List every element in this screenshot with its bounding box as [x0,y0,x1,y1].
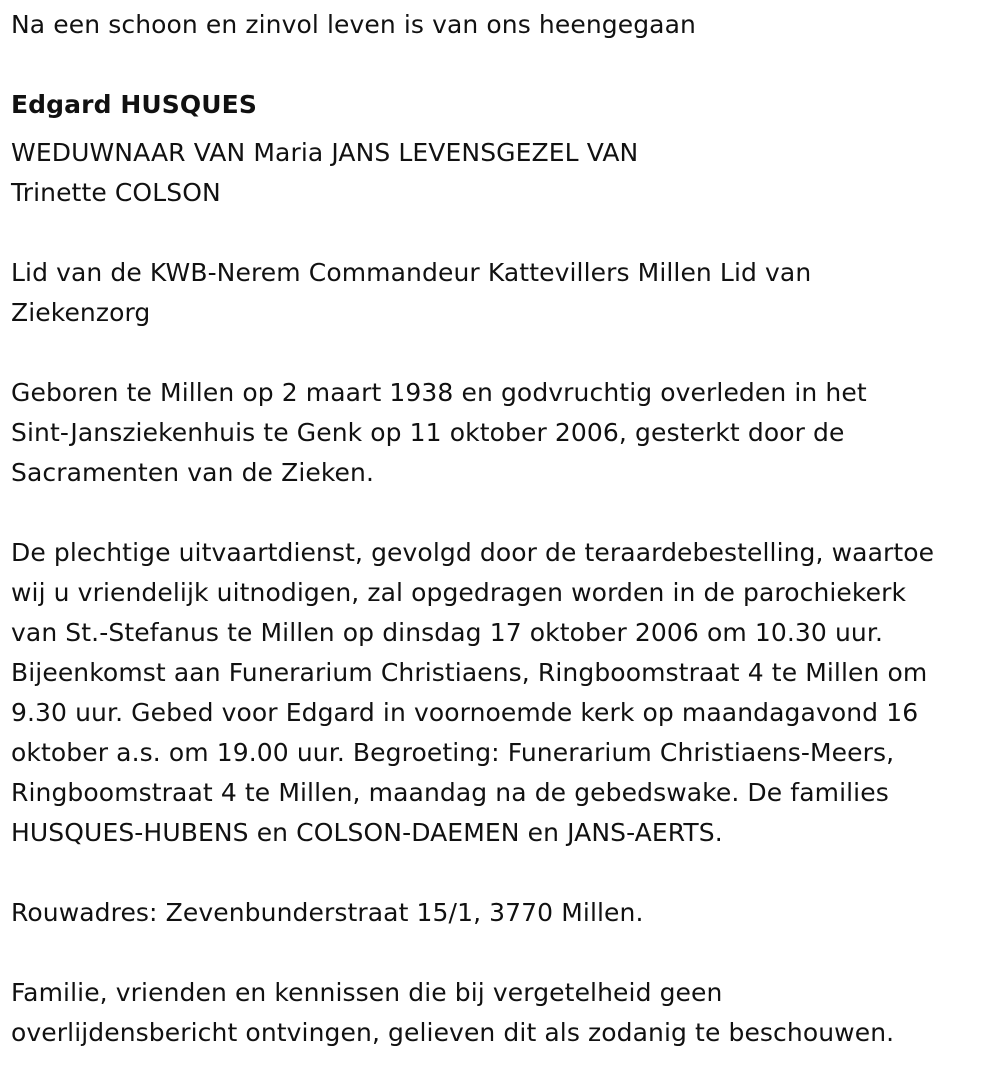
birth-death-line: Sacramenten van de Zieken. [11,458,375,487]
service-line: Ringboomstraat 4 te Millen, maandag na de gebedswake. De families [11,778,889,807]
service-line: De plechtige uitvaartdienst, gevolgd door de teraardebestelling, waartoe [11,538,935,567]
address-paragraph [11,893,991,933]
mourning-address: Rouwadres: Zevenbunderstraat 15/1, 3770 Millen. [11,898,644,927]
relation-line: WEDUWNAAR VAN Maria JANS LEVENSGEZEL VAN [11,138,639,167]
obituary-notice [11,0,991,1053]
membership-line: Lid van de KWB-Nerem Commandeur Kattevillers Millen Lid van [11,258,812,287]
closing-line: overlijdensbericht ontvingen, gelieven dit als zodanig te beschouwen. [11,1018,895,1047]
service-line: van St.-Stefanus te Millen op dinsdag 17 oktober 2006 om 10.30 uur. [11,618,883,647]
birth-death-paragraph [11,373,991,493]
deceased-name: Edgard HUSQUES [11,90,257,119]
service-line: oktober a.s. om 19.00 uur. Begroeting: Funerarium Christiaens-Meers, [11,738,895,767]
service-line: Bijeenkomst aan Funerarium Christiaens, Ringboomstraat 4 te Millen om [11,658,928,687]
relation-line: Trinette COLSON [11,178,221,207]
service-line: wij u vriendelijk uitnodigen, zal opgedragen worden in de parochiekerk [11,578,907,607]
relation-paragraph [11,133,991,213]
service-line: HUSQUES-HUBENS en COLSON-DAEMEN en JANS-AERTS. [11,818,723,847]
service-paragraph [11,533,991,853]
closing-line: Familie, vrienden en kennissen die bij vergetelheid geen [11,978,723,1007]
membership-paragraph [11,253,991,333]
service-line: 9.30 uur. Gebed voor Edgard in voornoemde kerk op maandagavond 16 [11,698,919,727]
birth-death-line: Geboren te Millen op 2 maart 1938 en godvruchtig overleden in het [11,378,867,407]
closing-paragraph [11,973,991,1053]
birth-death-line: Sint-Jansziekenhuis te Genk op 11 oktober 2006, gesterkt door de [11,418,845,447]
intro-text: Na een schoon en zinvol leven is van ons heengegaan [11,10,696,39]
membership-line: Ziekenzorg [11,298,151,327]
